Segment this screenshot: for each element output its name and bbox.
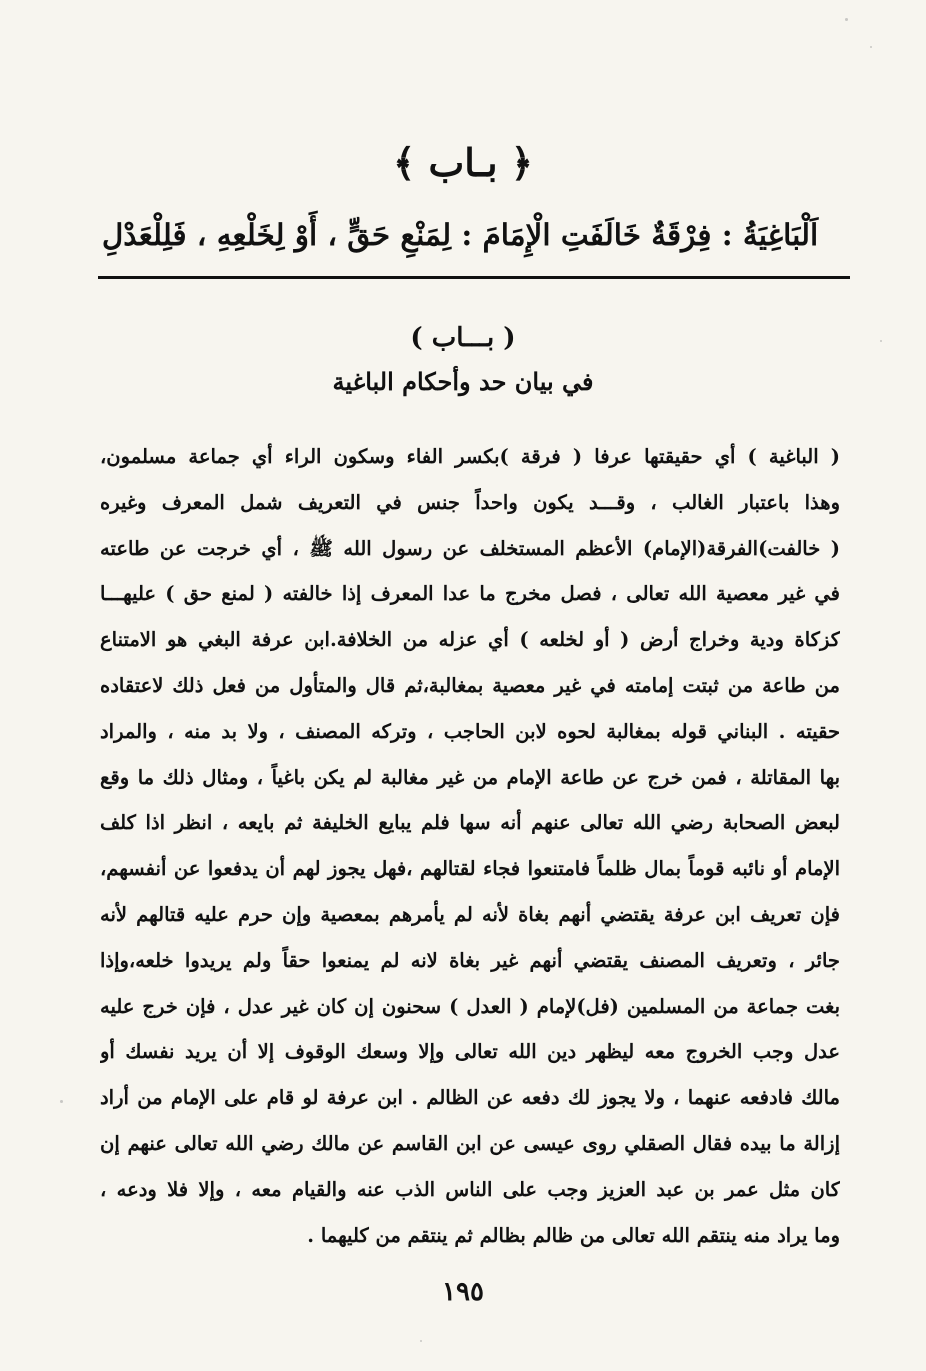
scan-speck [870,46,872,48]
commentary-body [100,434,840,1258]
text-line: وهذا باعتبار الغالب ، وقـــد يكون واحداً جنس في التعريف شمل المعرف وغيره [100,490,840,514]
text-line: لبعض الصحابة رضي الله تعالى عنهم أنه سها فلم يبايع الخليفة ثم بايعه ، انظر اذا كلف [100,811,840,835]
text-line: عدل وجب الخروج معه ليظهر دين الله تعالى وإلا وسعك الوقوف إلا أن يريد نفسك أو [100,1040,840,1064]
horizontal-rule [98,276,850,279]
text-line: كزكاة ودية وخراج أرض ( أو لخلعه ) أي عزله من الخلافة.ابن عرفة البغي هو الامتناع [100,628,840,652]
text-line: كان مثل عمر بن عبد العزيز وجب على الناس الذب عنه والقيام معه ، وإلا فلا ودعه ، [100,1177,840,1201]
text-line: مالك فادفعه عنهما ، ولا يجوز لك دفعه عن الظالم . ابن عرفة لو قام على الإمام من أراد [100,1086,840,1110]
text-line: ( خالفت)الفرقة(الإمام) الأعظم المستخلف عن رسول الله ﷺ ، أي خرجت عن طاعته [100,536,840,560]
text-line: بها المقاتلة ، فمن خرج عن طاعة الإمام من غير مغالبة لم يكن باغياً ، ومثال ذلك ما وقع [100,765,840,789]
text-line: الإمام أو نائبه قوماً بمال ظلماً فامتنعوا فجاء لقتالهم ،فهل يجوز لهم أن يدفعوا عن أنفسهم، [100,857,840,881]
chapter-heading: ﴿ بـاب ﴾ [392,140,534,185]
text-line: في غير معصية الله تعالى ، فصل مخرج ما عدا المعرف إذا خالفته ( لمنع حق ) عليهـــا [100,582,840,606]
text-line: ( الباغية ) أي حقيقتها عرفا ( فرقة )بكسر الفاء وسكون الراء أي جماعة مسلمون، [100,445,840,468]
commentary-heading: ( بـــاب ) [410,323,516,353]
text-line: وما يراد منه ينتقم الله تعالى من ظالم بظالم ثم ينتقم من كليهما . [307,1223,840,1247]
text-line: إزالة ما بيده فقال الصقلي روى عيسى عن ابن القاسم عن مالك رضي الله تعالى عنهم إن [100,1131,840,1155]
page-number: ١٩٥ [442,1277,484,1307]
text-line: من طاعة من ثبتت إمامته في غير معصية بمغالبة،ثم قال والمتأول من فعل ذلك لاعتقاده [100,673,840,697]
scan-speck [420,1340,422,1342]
text-line: جائر ، وتعريف المصنف يقتضي أنهم غير بغاة لانه لم يمنعوا حقاً ولم يريدوا خلعه،وإذا [100,948,840,972]
scan-speck [60,1100,63,1103]
scan-speck [845,18,848,21]
scan-speck [880,340,882,342]
text-line: حقيته . البناني قوله بمغالبة لحوه لابن الحاجب ، وتركه المصنف ، ولا بد منه ، والمراد [100,719,840,743]
text-line: فإن تعريف ابن عرفة يقتضي أنهم بغاة لأنه لم يأمرهم بمعصية وإن حرم عليه قتالهم لأنه [100,902,840,926]
commentary-subtitle: في بيان حد وأحكام الباغية [332,367,594,396]
matn-text: اَلْبَاغِيَةُ : فِرْقَةٌ خَالَفَتِ الْإِمَامَ : لِمَنْعِ حَقٍّ ، أَوْ لِخَلْعِهِ ، فَلِلْعَدْلِ [101,217,819,252]
text-line: بغت جماعة من المسلمين (فل)لإمام ( العدل ) سحنون إن كان غير عدل ، فإن خرج عليه [100,994,840,1018]
